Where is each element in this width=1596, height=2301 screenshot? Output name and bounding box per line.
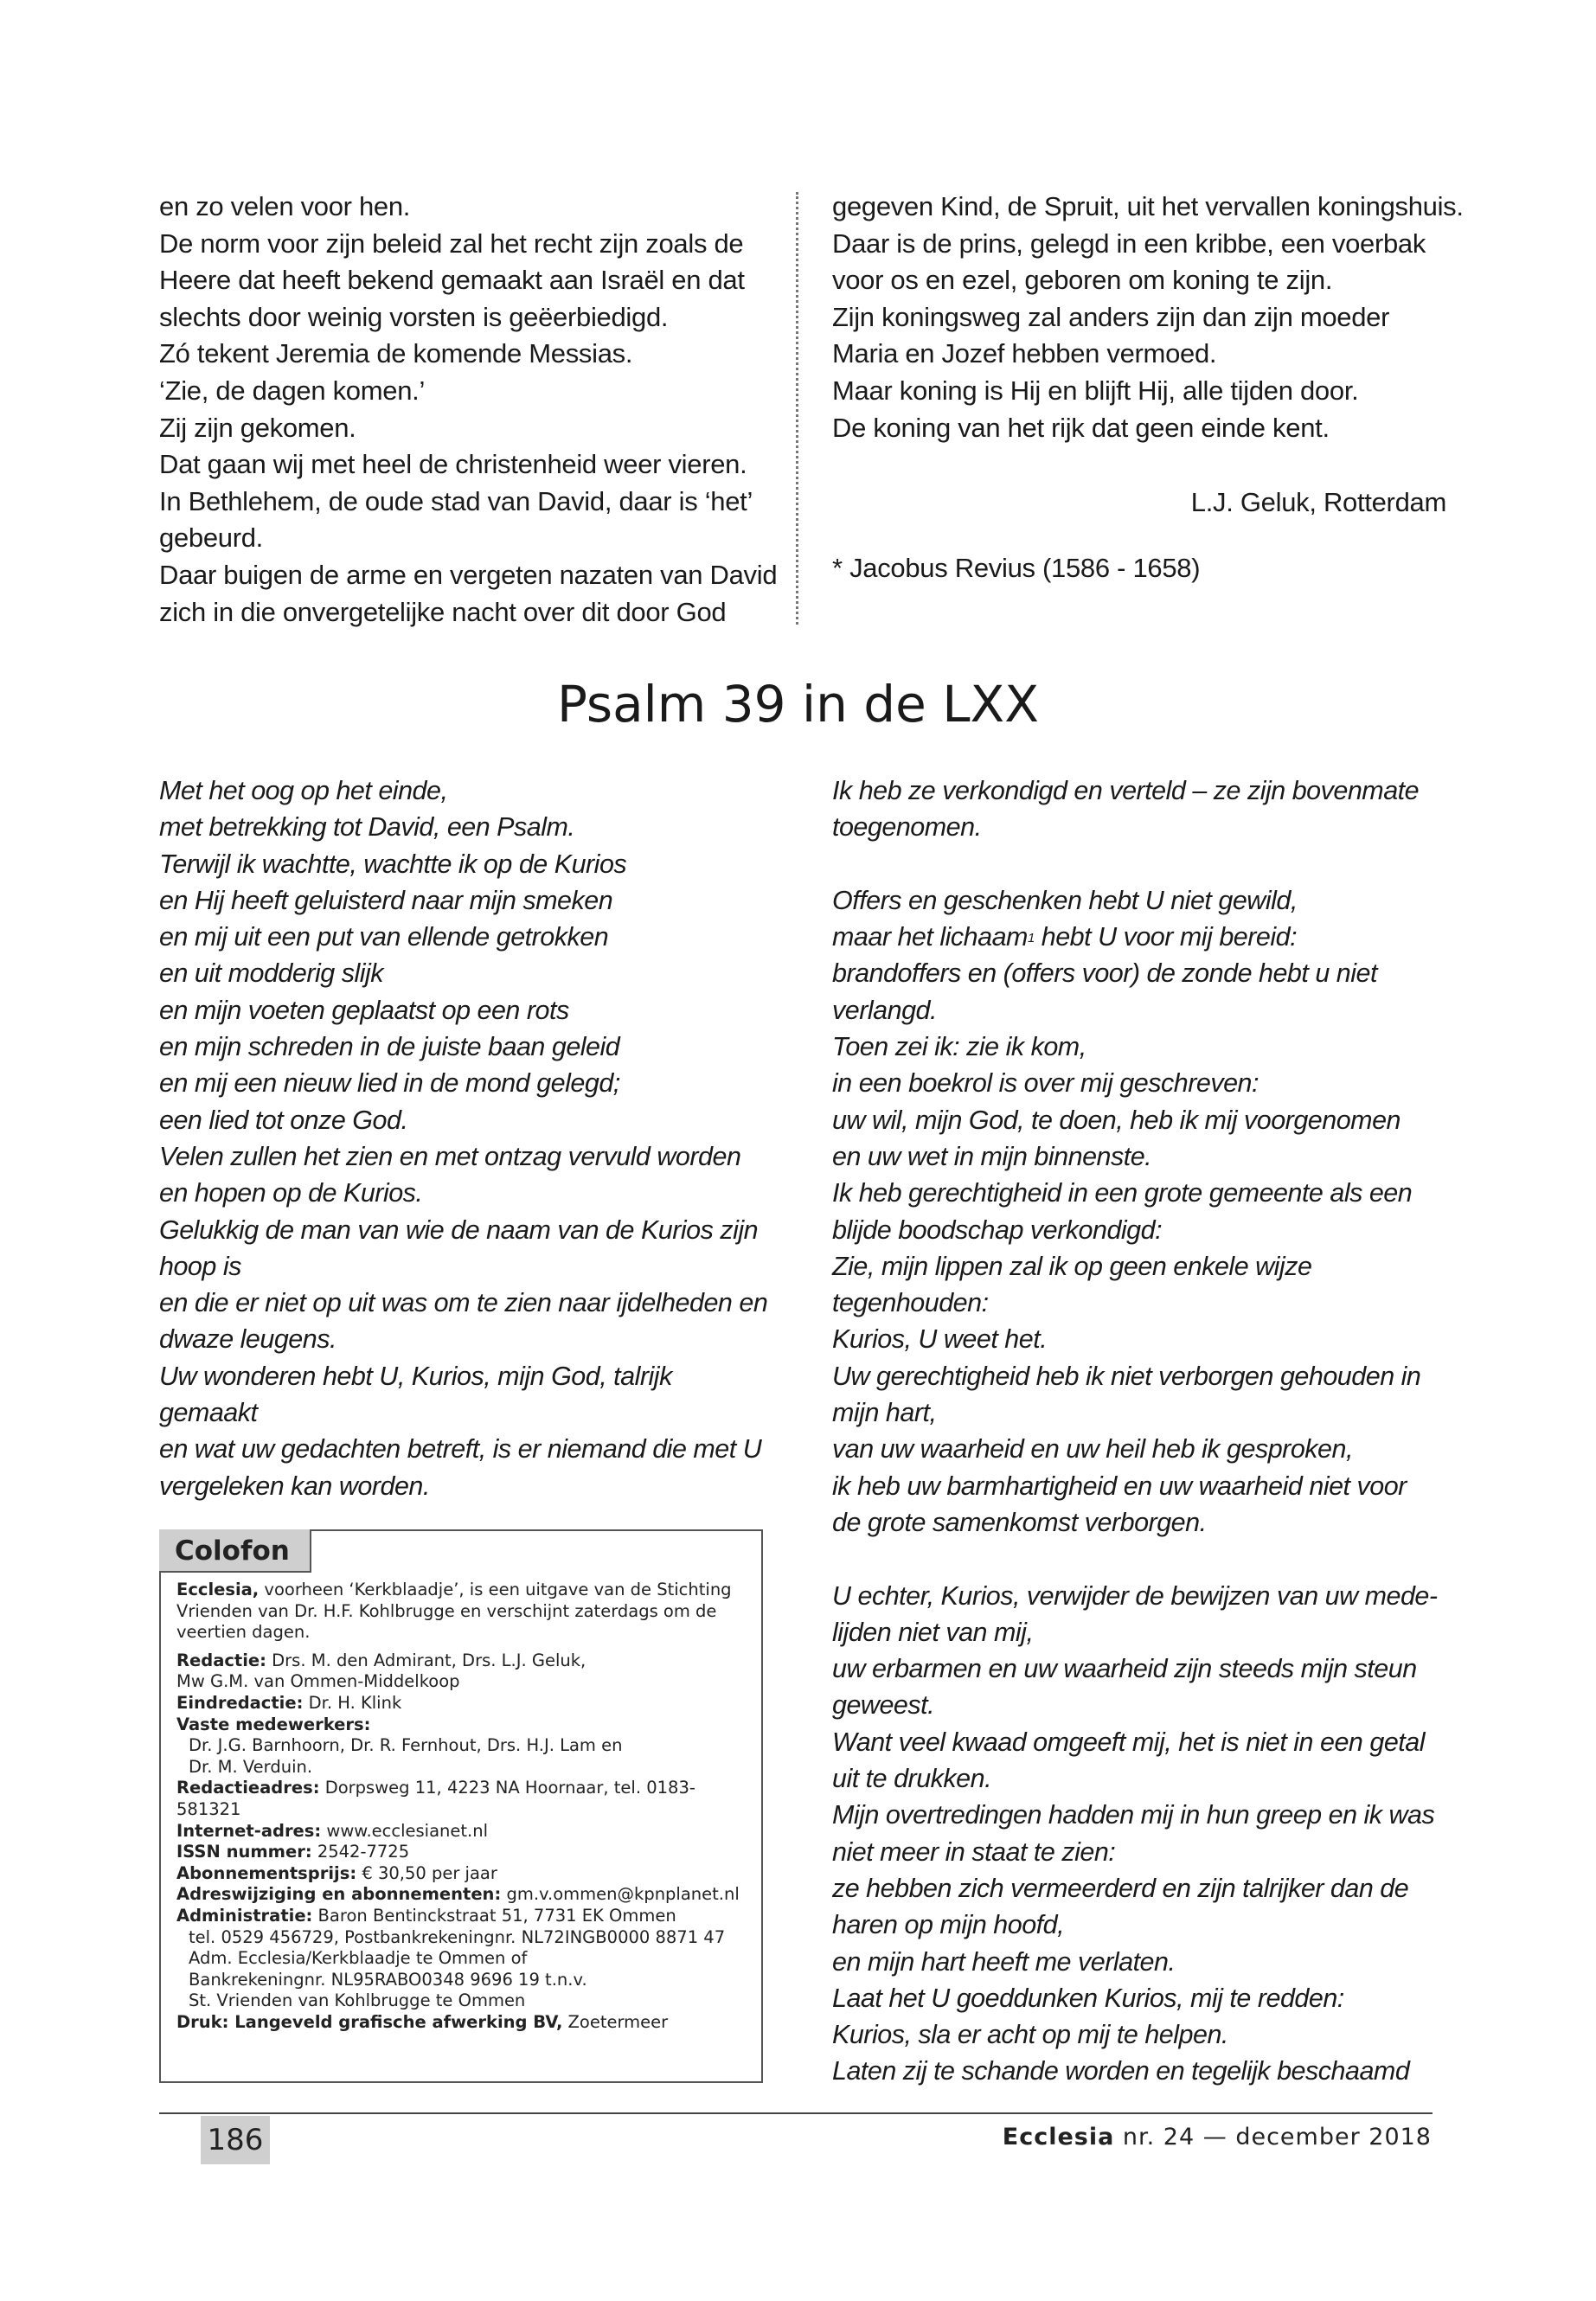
poem-line: en mij uit een put van ellende getrokken <box>159 922 609 952</box>
colofon-label: Internet-adres: <box>176 1820 322 1841</box>
colofon-line: Adm. Ecclesia/Kerkblaadje te Ommen of <box>189 1948 528 1969</box>
colofon-text: Dorpsweg 11, 4223 NA Hoornaar, tel. 0183-581321 <box>176 1778 695 1819</box>
poem-line: Laat het U goeddunken Kurios, mij te redden: <box>832 1983 1344 2013</box>
footnote-marker: 1 <box>1027 931 1035 946</box>
poem-line: Terwijl ik wachtte, wachtte ik op de Kurios <box>159 849 627 879</box>
colofon-line: Bankrekeningnr. NL95RABO0348 9696 19 t.n.v. <box>189 1969 587 1990</box>
text-line: Maria en Jozef hebben vermoed. <box>832 338 1217 369</box>
colofon-line <box>176 2012 747 2034</box>
poem-line: mijn hart, <box>832 1398 937 1428</box>
poem-line: uw wil, mijn God, te doen, heb ik mij voorgenomen <box>832 1105 1401 1135</box>
page-number: 186 <box>201 2116 270 2164</box>
poem-line: met betrekking tot David, een Psalm. <box>159 812 575 843</box>
text-line: De norm voor zijn beleid zal het recht zijn zoals de <box>159 228 744 259</box>
colofon-line <box>176 1715 747 1736</box>
journal-name: Ecclesia <box>1002 2124 1115 2150</box>
poem-line: en uit modderig slijk <box>159 958 384 989</box>
poem-line: de grote samenkomst verborgen. <box>832 1507 1207 1537</box>
colofon-line <box>176 1778 747 1820</box>
poem-line: Toen zei ik: zie ik kom, <box>832 1032 1086 1062</box>
colofon-text: Zoetermeer <box>562 2011 669 2032</box>
colofon-text: 2542-7725 <box>311 1842 410 1862</box>
colofon-line <box>176 1884 747 1906</box>
stanza-break <box>832 846 1455 882</box>
colofon-line <box>176 1580 747 1601</box>
colofon-text: voorheen ‘Kerkblaadje’, is een uitgave van de Stichting <box>259 1580 732 1599</box>
text-line: Zij zijn gekomen. <box>159 412 356 443</box>
poem-line: en mijn hart heeft me verlaten. <box>832 1946 1176 1977</box>
colofon-line <box>176 1821 747 1843</box>
issue-info: nr. 24 — december 2018 <box>1114 2124 1432 2150</box>
page-title: Psalm 39 in de LXX <box>556 675 1040 734</box>
colofon-line <box>176 1906 747 1927</box>
poem-line: Want veel kwaad omgeeft mij, het is niet in een getal <box>832 1727 1425 1757</box>
poem-line: haren op mijn hoofd, <box>832 1910 1065 1940</box>
colofon-label: Eindredactie: <box>176 1692 304 1713</box>
poem-line: geweest. <box>832 1690 935 1721</box>
author-signature: L.J. Geluk, Rotterdam <box>1190 487 1446 517</box>
poem-line: Velen zullen het zien en met ontzag vervuld worden <box>159 1141 741 1171</box>
colofon-line: Mw G.M. van Ommen-Middelkoop <box>176 1671 460 1692</box>
poem-line: ze hebben zich vermeerderd en zijn talrijker dan de <box>832 1873 1409 1903</box>
journal-issue <box>1003 2124 1432 2150</box>
poem-line: Kurios, sla er acht op mij te helpen. <box>832 2020 1228 2050</box>
text-line: slechts door weinig vorsten is geëerbiedigd. <box>159 301 669 332</box>
poem-line: verlangd. <box>832 995 937 1025</box>
colofon-label: Abonnementsprijs: <box>176 1862 357 1883</box>
poem-line: vergeleken kan worden. <box>159 1471 430 1501</box>
poem-text: hebt U voor mij bereid: <box>1034 922 1298 952</box>
colofon-line <box>176 1650 747 1672</box>
article-right-column <box>832 189 1464 583</box>
colofon-line: tel. 0529 456729, Postbankrekeningnr. NL72INGB0000 8871 47 <box>189 1926 726 1947</box>
colofon-line: Dr. M. Verduin. <box>189 1756 313 1777</box>
text-line: zich in die onvergetelijke nacht over dit door God <box>159 596 727 627</box>
poem-line: gemaakt <box>159 1398 258 1428</box>
text-line: ‘Zie, de dagen komen.’ <box>159 375 426 406</box>
poem-text: maar het lichaam <box>832 922 1028 952</box>
poem-line <box>832 919 1455 955</box>
colofon-label: Redactieadres: <box>176 1778 320 1798</box>
colofon-line: St. Vrienden van Kohlbrugge te Ommen <box>189 1990 526 2011</box>
colofon-label: Druk: Langeveld grafische afwerking BV, <box>176 2011 563 2032</box>
poem-line: en mijn voeten geplaatst op een rots <box>159 995 569 1025</box>
colofon-line: veertien dagen. <box>176 1622 311 1643</box>
poem-line: en Hij heeft geluisterd naar mijn smeken <box>159 885 613 915</box>
text-line: De koning van het rijk dat geen einde kent. <box>832 412 1330 443</box>
poem-line: ik heb uw barmhartigheid en uw waarheid niet voor <box>832 1471 1407 1501</box>
colofon-text: € 30,50 per jaar <box>356 1862 497 1883</box>
email-link[interactable]: gm.v.ommen@kpnplanet.nl <box>501 1884 740 1905</box>
poem-line: Gelukkig de man van wie de naam van de Kurios zijn <box>159 1215 759 1245</box>
colofon-header: Colofon <box>159 1529 311 1573</box>
poem-line: uw erbarmen en uw waarheid zijn steeds mijn steun <box>832 1654 1417 1684</box>
colofon-text: Baron Bentinckstraat 51, 7731 EK Ommen <box>312 1905 676 1926</box>
colofon-label: Ecclesia, <box>176 1580 260 1599</box>
poem-line: hoop is <box>159 1251 241 1281</box>
colofon-box <box>159 1529 763 2083</box>
colofon-line <box>176 1863 747 1885</box>
stanza-break <box>832 1541 1455 1577</box>
poem-line: Ik heb ze verkondigd en verteld – ze zijn bovenmate <box>832 776 1420 805</box>
colofon-label: Vaste medewerkers: <box>176 1714 371 1734</box>
poem-line: en hopen op de Kurios. <box>159 1178 423 1208</box>
text-line: Daar buigen de arme en vergeten nazaten van David <box>159 559 778 590</box>
poem-line: en mijn schreden in de juiste baan geleid <box>159 1032 620 1062</box>
poem-line: U echter, Kurios, verwijder de bewijzen van uw mede- <box>832 1580 1438 1611</box>
poem-line: en die er niet op uit was om te zien naar ijdelheden en <box>159 1288 768 1318</box>
text-line: gegeven Kind, de Spruit, uit het vervallen koningshuis. <box>832 191 1464 221</box>
column-divider <box>796 192 798 625</box>
colofon-text: Drs. M. den Admirant, Drs. L.J. Geluk, <box>266 1650 586 1670</box>
text-line: Dat gaan wij met heel de christenheid weer vieren. <box>159 449 747 480</box>
text-line: Heere dat heeft bekend gemaakt aan Israël en dat <box>159 265 745 296</box>
poem-line: en mij een nieuw lied in de mond gelegd; <box>159 1068 620 1099</box>
poem-line: van uw waarheid en uw heil heb ik gesproken, <box>832 1434 1353 1465</box>
poem-line: Zie, mijn lippen zal ik op geen enkele wijze <box>832 1251 1312 1281</box>
poem-line: uit te drukken. <box>832 1764 992 1794</box>
poem-line: een lied tot onze God. <box>159 1105 408 1135</box>
colofon-line <box>176 1693 747 1715</box>
footer-rule <box>159 2112 1433 2114</box>
poem-line: Laten zij te schande worden en tegelijk beschaamd <box>832 2056 1410 2086</box>
poem-line: tegenhouden: <box>832 1288 989 1318</box>
poem-line: en wat uw gedachten betreft, is er niemand die met U <box>159 1434 762 1465</box>
colofon-line: Vrienden van Dr. H.F. Kohlbrugge en verschijnt zaterdags om de <box>176 1600 717 1621</box>
poem-line: Kurios, U weet het. <box>832 1324 1048 1355</box>
colofon-line: Dr. J.G. Barnhoorn, Dr. R. Fernhout, Drs. H.J. Lam en <box>189 1735 623 1756</box>
spacer <box>176 1644 747 1650</box>
text-line: Zijn koningsweg zal anders zijn dan zijn moeder <box>832 301 1390 332</box>
poem-line: Offers en geschenken hebt U niet gewild, <box>832 885 1298 915</box>
poem-right-column <box>832 772 1455 2090</box>
poem-line: Uw gerechtigheid heb ik niet verborgen gehouden in <box>832 1361 1421 1391</box>
footnote: * Jacobus Revius (1586 - 1658) <box>832 553 1201 583</box>
text-line: voor os en ezel, geboren om koning te zijn. <box>832 265 1333 296</box>
poem-line: lijden niet van mij, <box>832 1617 1034 1647</box>
poem-line: Mijn overtredingen hadden mij in hun greep en ik was <box>832 1800 1435 1830</box>
colofon-label: Adreswijziging en abonnementen: <box>176 1884 502 1905</box>
poem-line: Ik heb gerechtigheid in een grote gemeente als een <box>832 1178 1413 1208</box>
poem-line: niet meer in staat te zien: <box>832 1836 1116 1867</box>
poem-left-column <box>159 772 782 1504</box>
article-left-column <box>159 189 778 631</box>
poem-line: brandoffers en (offers voor) de zonde hebt u niet <box>832 958 1377 989</box>
colofon-body <box>176 1580 747 2033</box>
text-line: In Bethlehem, de oude stad van David, daar is ‘het’ <box>159 485 753 516</box>
website-link[interactable]: www.ecclesianet.nl <box>321 1820 489 1841</box>
colofon-line <box>176 1842 747 1863</box>
poem-line: Met het oog op het einde, <box>159 776 448 805</box>
colofon-text: Dr. H. Klink <box>303 1692 402 1713</box>
colofon-label: Redactie: <box>176 1650 266 1670</box>
poem-line: in een boekrol is over mij geschreven: <box>832 1068 1259 1099</box>
colofon-label: ISSN nummer: <box>176 1842 312 1862</box>
poem-line: en uw wet in mijn binnenste. <box>832 1141 1152 1171</box>
text-line: en zo velen voor hen. <box>159 191 411 221</box>
text-line: Maar koning is Hij en blijft Hij, alle tijden door. <box>832 375 1359 406</box>
poem-line: toegenomen. <box>832 812 982 843</box>
text-line: Zó tekent Jeremia de komende Messias. <box>159 338 633 369</box>
poem-line: dwaze leugens. <box>159 1324 337 1355</box>
poem-line: Uw wonderen hebt U, Kurios, mijn God, talrijk <box>159 1361 672 1391</box>
text-line: gebeurd. <box>159 522 263 554</box>
colofon-label: Administratie: <box>176 1905 313 1926</box>
poem-line: blijde boodschap verkondigd: <box>832 1215 1163 1245</box>
text-line: Daar is de prins, gelegd in een kribbe, een voerbak <box>832 228 1426 259</box>
